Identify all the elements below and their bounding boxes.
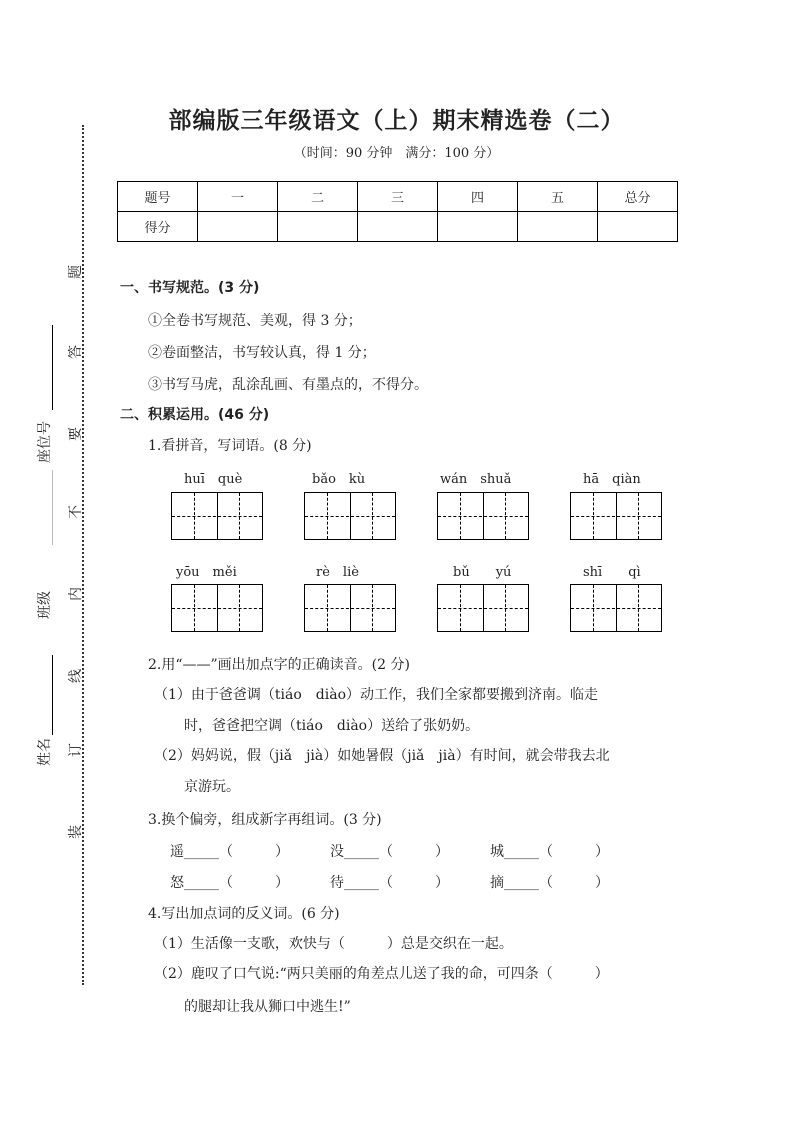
rule-item: ③书写马虎，乱涂乱画、有墨点的，不得分。: [148, 377, 428, 393]
writing-grid[interactable]: [570, 584, 662, 632]
table-header: 四: [438, 182, 518, 212]
margin-char: 内: [68, 587, 84, 601]
writing-grid[interactable]: [437, 492, 529, 540]
section-2-heading: 二、积累运用。(46 分): [120, 407, 270, 423]
question-3-title: 3.换个偏旁，组成新字再组词。(3 分): [148, 812, 382, 828]
seat-field[interactable]: [52, 325, 53, 410]
pinyin: yōu měi: [176, 565, 237, 580]
question-2-line: （1）由于爸爸调（tiáo diào）动工作，我们全家都要搬到济南。临走: [154, 687, 598, 703]
rule-item: ①全卷书写规范、美观，得 3 分；: [148, 313, 362, 329]
pinyin: bǔ yú: [453, 565, 512, 580]
radical-item[interactable]: 待_____（ ）: [330, 875, 449, 891]
table-header: 三: [358, 182, 438, 212]
margin-char: 装: [68, 825, 84, 839]
pinyin: wán shuǎ: [440, 472, 512, 487]
pinyin: shī qì: [583, 565, 641, 580]
rule-item: ②卷面整洁，书写较认真，得 1 分；: [148, 345, 376, 361]
score-cell[interactable]: [278, 212, 358, 242]
margin-char: 订: [68, 743, 84, 757]
question-2-line: 京游玩。: [184, 779, 240, 795]
name-label: 姓名: [37, 738, 53, 766]
score-cell[interactable]: [358, 212, 438, 242]
score-cell[interactable]: [518, 212, 598, 242]
seat-label: 座位号: [37, 421, 53, 463]
score-cell[interactable]: [198, 212, 278, 242]
class-field[interactable]: [52, 470, 53, 545]
pinyin: huī què: [184, 472, 243, 487]
writing-grid[interactable]: [304, 492, 396, 540]
table-header: 五: [518, 182, 598, 212]
question-4-line: 的腿却让我从狮口中逃生!”: [184, 999, 351, 1015]
table-header: 总分: [598, 182, 678, 212]
radical-item[interactable]: 怒_____（ ）: [170, 875, 289, 891]
pinyin: bǎo kù: [312, 472, 366, 487]
name-field[interactable]: [52, 655, 53, 735]
section-1-heading: 一、书写规范。(3 分): [120, 280, 260, 296]
table-header: 二: [278, 182, 358, 212]
score-cell[interactable]: [438, 212, 518, 242]
table-header: 一: [198, 182, 278, 212]
exam-info: （时间：90 分钟 满分：100 分）: [293, 146, 500, 161]
score-table: [117, 181, 678, 242]
question-4-line: （1）生活像一支歌，欢快与（ ）总是交织在一起。: [154, 936, 513, 952]
writing-grid[interactable]: [171, 584, 263, 632]
writing-grid[interactable]: [437, 584, 529, 632]
pinyin: hā qiàn: [583, 472, 641, 487]
radical-item[interactable]: 摘_____（ ）: [490, 875, 609, 891]
radical-item[interactable]: 没_____（ ）: [330, 844, 449, 860]
page-title: 部编版三年级语文（上）期末精选卷（二）: [168, 108, 625, 134]
radical-item[interactable]: 城_____（ ）: [490, 844, 609, 860]
question-1-title: 1.看拼音，写词语。(8 分): [148, 438, 312, 454]
margin-char: 题: [68, 265, 84, 279]
question-4-title: 4.写出加点词的反义词。(6 分): [148, 906, 340, 922]
question-2-line: 时，爸爸把空调（tiáo diào）送给了张奶奶。: [184, 718, 480, 734]
binding-dotted-line: [82, 125, 84, 985]
margin-char: 答: [68, 345, 84, 359]
writing-grid[interactable]: [171, 492, 263, 540]
score-label: 得分: [118, 212, 198, 242]
question-2-line: （2）妈妈说，假（jiǎ jià）如她暑假（jiǎ jià）有时间，就会带我去北: [154, 748, 610, 764]
class-label: 班级: [37, 591, 53, 619]
score-cell[interactable]: [598, 212, 678, 242]
table-header: 题号: [118, 182, 198, 212]
question-4-line: （2）鹿叹了口气说:“两只美丽的角差点儿送了我的命，可四条（ ）: [154, 966, 609, 982]
margin-char: 线: [68, 669, 84, 683]
question-2-title: 2.用“——”画出加点字的正确读音。(2 分): [148, 657, 410, 673]
writing-grid[interactable]: [570, 492, 662, 540]
radical-item[interactable]: 遥_____（ ）: [170, 844, 289, 860]
margin-char: 要: [68, 427, 84, 441]
writing-grid[interactable]: [304, 584, 396, 632]
pinyin: rè liè: [316, 565, 359, 580]
margin-char: 不: [68, 505, 84, 519]
